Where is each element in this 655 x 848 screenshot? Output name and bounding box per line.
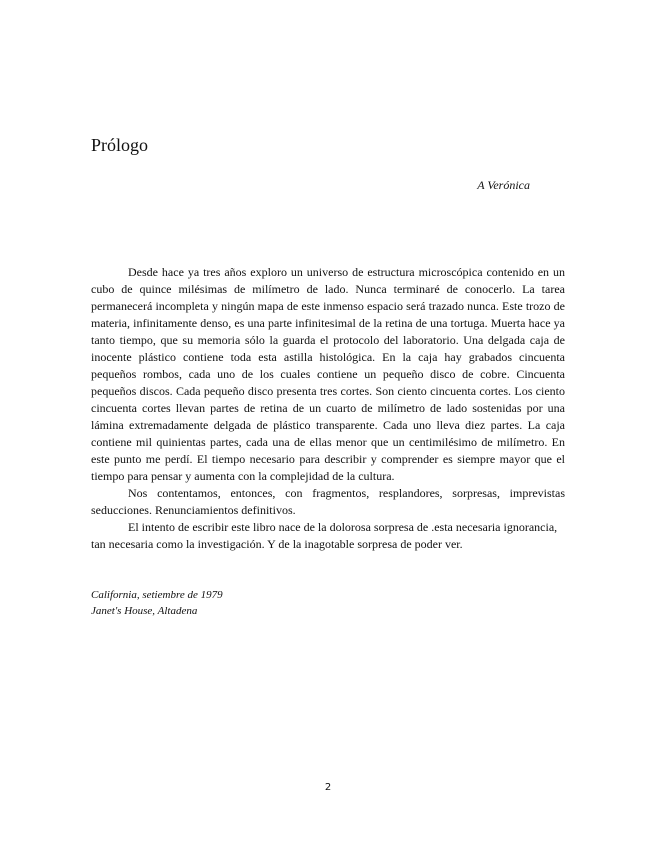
signature-location: Janet's House, Altadena bbox=[91, 605, 198, 617]
paragraph: Nos contentamos, entonces, con fragmentos, resplandores, sorpresas, imprevistas seducciones. Renunciamientos definitivos. bbox=[91, 486, 565, 517]
paragraph: El intento de escribir este libro nace de la dolorosa sorpresa de .esta necesaria ignorancia, tan necesaria como la investigación. Y de la inagotable sorpresa de poder ver. bbox=[91, 520, 558, 551]
page-title: Prólogo bbox=[91, 135, 149, 155]
dedication: A Verónica bbox=[477, 178, 530, 192]
signature-place-date: California, setiembre de 1979 bbox=[91, 589, 223, 601]
signature-block bbox=[91, 587, 223, 619]
paragraph: Desde hace ya tres años exploro un universo de estructura microscópica contenido en un cubo de quince milésimas de milímetro de lado. Nunca terminaré de conocerlo. La tarea permanecerá incompleta y ningún mapa de este inmenso espacio será trazado nunca. Este trozo de materia, infinitamente denso, es una parte infinitesimal de la retina de una tortuga. Muerta hace ya tanto tiempo, que su memoria sólo la guarda el protocolo del laboratorio. Una delgada caja de inocente plástico contiene toda esta astilla histológica. En la caja hay grabados cincuenta pequeños rombos, cada uno de los cuales contiene un pequeño disco de cobre. Cincuenta pequeños discos. Cada pequeño disco presenta tres cortes. Son ciento cincuenta cortes. Los ciento cincuenta cortes llevan partes de retina de un cuarto de milímetro de lado sostenidas por una lámina extremadamente delgada de plástico transparente. Cada uno lleva diez partes. La caja contiene mil quinientas partes, cada una de ellas menor que un centimilésimo de milímetro. En este punto me perdí. El tiempo necesario para describir y comprender es siempre mayor que el tiempo para pensar y aumenta con la complejidad de la cultura. bbox=[91, 265, 565, 483]
prologue-body bbox=[91, 264, 565, 553]
page-number: 2 bbox=[324, 782, 332, 793]
